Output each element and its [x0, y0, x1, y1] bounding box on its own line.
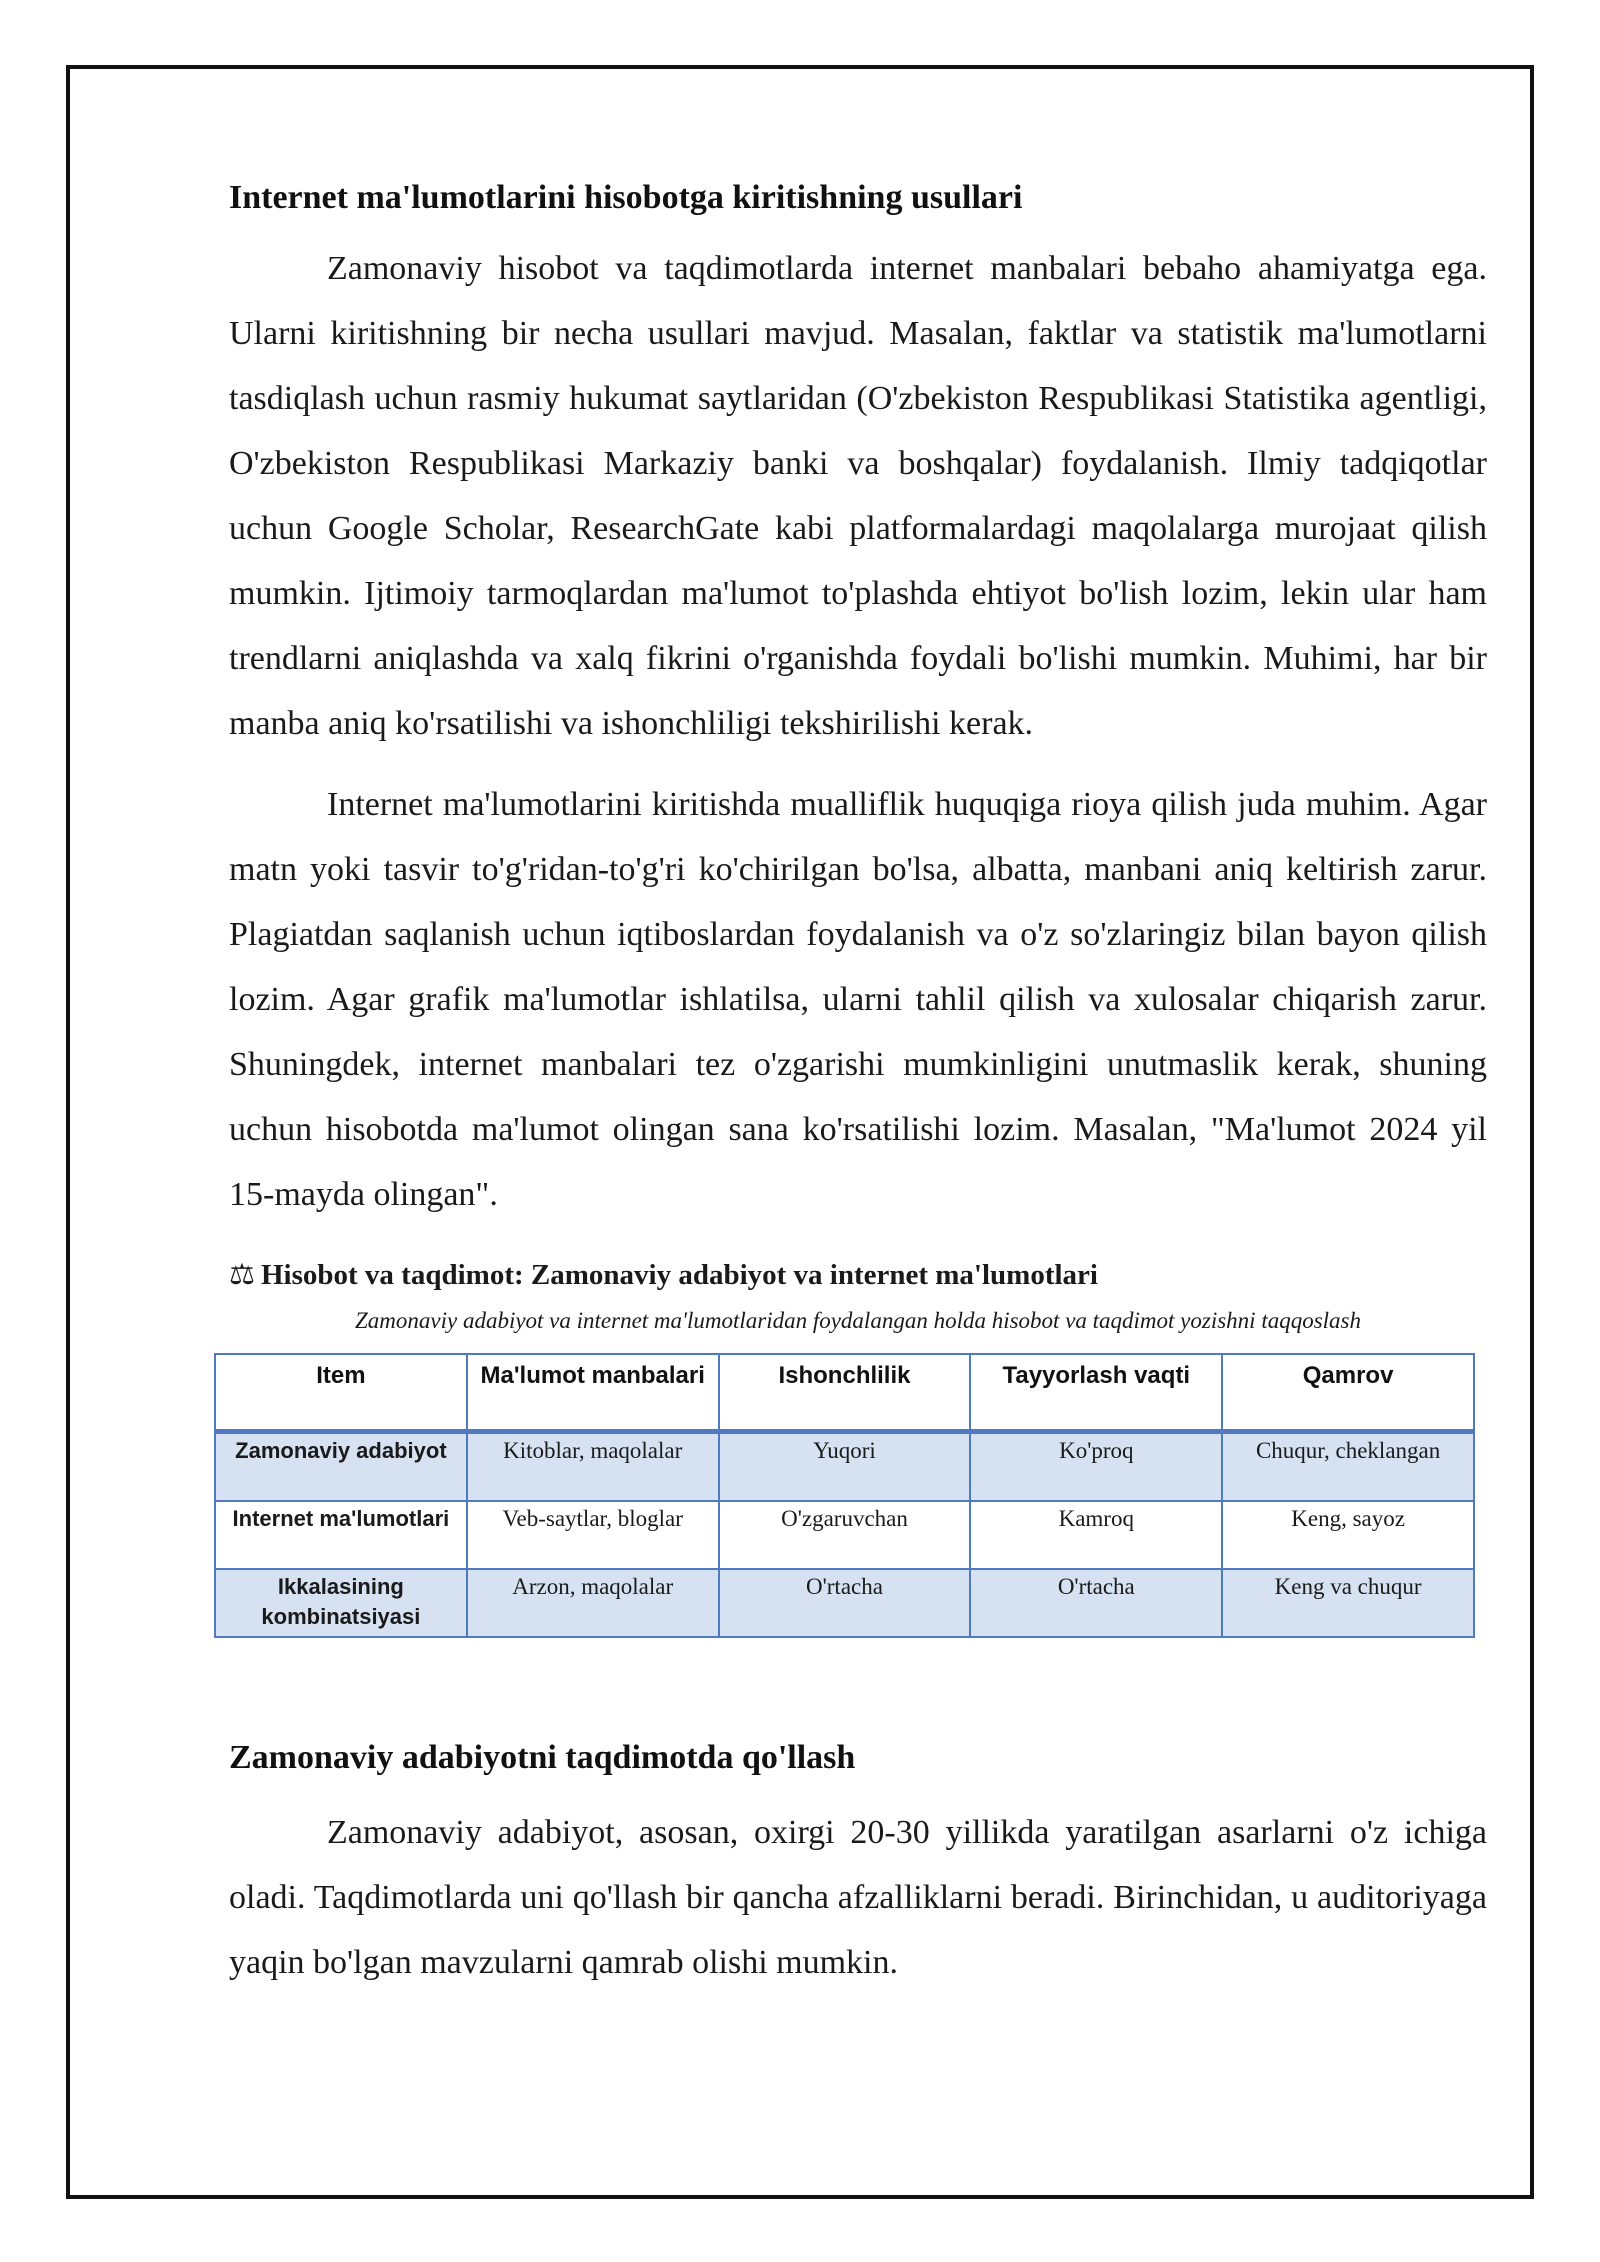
row-header: Zamonaviy adabiyot	[215, 1432, 467, 1502]
table-cell: Ko'proq	[970, 1432, 1222, 1502]
table-title	[229, 1253, 1487, 1297]
table-cell: Kamroq	[970, 1501, 1222, 1569]
section-heading: Internet ma'lumotlarini hisobotga kiritishning usullari	[229, 179, 1023, 216]
column-header: Item	[215, 1354, 467, 1432]
row-header: Ikkalasining kombinatsiyasi	[215, 1569, 467, 1637]
section-2	[229, 1730, 1487, 1995]
table-row	[215, 1432, 1474, 1502]
table-cell: O'rtacha	[719, 1569, 971, 1637]
table-cell: Chuqur, cheklangan	[1222, 1432, 1474, 1502]
table-cell: Keng, sayoz	[1222, 1501, 1474, 1569]
table-cell: Kitoblar, maqolalar	[467, 1432, 719, 1502]
table-title-text: Hisobot va taqdimot: Zamonaviy adabiyot va internet ma'lumotlari	[261, 1259, 1098, 1291]
table-cell: O'zgaruvchan	[719, 1501, 971, 1569]
comparison-table	[214, 1353, 1475, 1638]
row-header: Internet ma'lumotlari	[215, 1501, 467, 1569]
table-cell: Yuqori	[719, 1432, 971, 1502]
table-caption: Zamonaviy adabiyot va internet ma'lumotlaridan foydalangan holda hisobot va taqdimot yozishni taqqoslash	[354, 1308, 1361, 1333]
column-header: Tayyorlash vaqti	[970, 1354, 1222, 1432]
document-content	[229, 170, 1487, 2011]
column-header: Ma'lumot manbalari	[467, 1354, 719, 1432]
paragraph: Internet ma'lumotlarini kiritishda mualliflik huquqiga rioya qilish juda muhim. Agar matn yoki tasvir to'g'ridan-to'g'ri ko'chirilgan bo'lsa, albatta, manbani aniq keltirish zarur. Plagiatdan saqlanish uchun iqtiboslardan foydalanish va o'z so'zlaringiz bilan bayon qilish lozim. Agar grafik ma'lumotlar ishlatilsa, ularni tahlil qilish va xulosalar chiqarish zarur. Shuningdek, internet manbalari tez o'zgarishi mumkinligini unutmaslik kerak, shuning uchun hisobotda ma'lumot olingan sana ko'rsatilishi lozim. Masalan, "Ma'lumot 2024 yil 15-mayda olingan".	[229, 786, 1487, 1213]
column-header: Qamrov	[1222, 1354, 1474, 1432]
section-heading: Zamonaviy adabiyotni taqdimotda qo'llash	[229, 1739, 856, 1776]
table-cell: Veb-saytlar, bloglar	[467, 1501, 719, 1569]
scales-icon: ⚖	[229, 1259, 255, 1291]
paragraph: Zamonaviy adabiyot, asosan, oxirgi 20-30 yillikda yaratilgan asarlarni o'z ichiga oladi. Taqdimotlarda uni qo'llash bir qancha afzalliklarni beradi. Birinchidan, u auditoriyaga yaqin bo'lgan mavzularni qamrab olishi mumkin.	[229, 1814, 1487, 1981]
column-header: Ishonchlilik	[719, 1354, 971, 1432]
table-cell: Keng va chuqur	[1222, 1569, 1474, 1637]
paragraph: Zamonaviy hisobot va taqdimotlarda internet manbalari bebaho ahamiyatga ega. Ularni kiritishning bir necha usullari mavjud. Masalan, faktlar va statistik ma'lumotlarni tasdiqlash uchun rasmiy hukumat saytlaridan (O'zbekiston Respublikasi Statistika agentligi, O'zbekiston Respublikasi Markaziy banki va boshqalar) foydalanish. Ilmiy tadqiqotlar uchun Google Scholar, ResearchGate kabi platformalardagi maqolalarga murojaat qilish mumkin. Ijtimoiy tarmoqlardan ma'lumot to'plashda ehtiyot bo'lish lozim, lekin ular ham trendlarni aniqlashda va xalq fikrini o'rganishda foydali bo'lishi mumkin. Muhimi, har bir manba aniq ko'rsatilishi va ishonchliligi tekshirilishi kerak.	[229, 250, 1487, 742]
table-cell: Arzon, maqolalar	[467, 1569, 719, 1637]
table-cell: O'rtacha	[970, 1569, 1222, 1637]
table-header-row	[215, 1354, 1474, 1432]
table-row	[215, 1569, 1474, 1637]
table-row	[215, 1501, 1474, 1569]
